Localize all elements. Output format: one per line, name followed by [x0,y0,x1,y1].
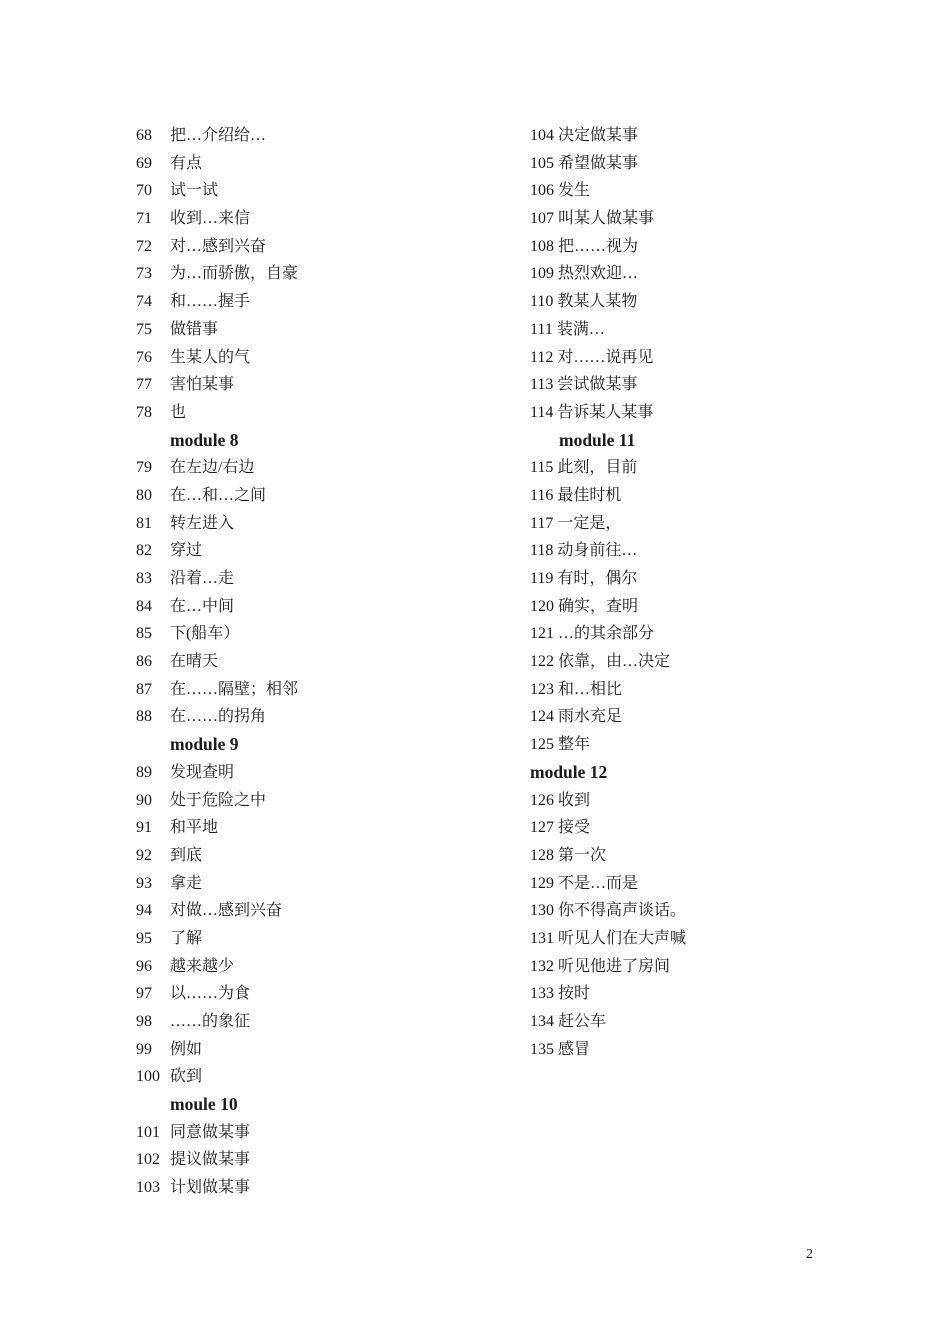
vocab-item [530,510,890,538]
module-heading: module 11 [559,429,636,450]
vocab-item [136,1008,496,1036]
item-number: 83 [136,570,152,587]
item-text: 决定做某事 [558,127,639,144]
vocab-item [530,980,890,1008]
item-number: 121 [530,625,554,643]
item-text: 拿走 [170,874,203,892]
item-number: 71 [136,210,152,228]
module-heading: module 12 [530,761,608,782]
item-text: 害怕某事 [170,376,235,394]
vocab-item [136,925,496,953]
item-text: 到底 [170,846,203,864]
item-number: 106 [530,182,554,200]
item-number: 111 [530,320,553,338]
item-number: 89 [136,763,152,781]
item-text: 把……视为 [558,237,639,255]
vocab-item [530,177,890,205]
item-text: 雨水充足 [558,708,623,726]
item-text: 在…和…之间 [170,486,267,504]
item-number: 82 [136,542,152,560]
item-number: 109 [530,265,554,283]
left-column [136,122,496,1202]
item-text: 计划做某事 [170,1179,251,1197]
item-number: 132 [530,957,554,975]
item-number: 135 [530,1040,554,1058]
item-number: 105 [530,154,554,172]
item-number: 81 [136,514,152,532]
vocab-item [136,1119,496,1147]
vocab-item [530,150,890,178]
item-number: 103 [136,1179,160,1197]
item-text: 听见人们在大声喊 [558,929,687,947]
item-text: 对做…感到兴奋 [170,902,283,920]
vocab-item [136,980,496,1008]
item-text: 确实，查明 [558,597,639,615]
vocab-item [136,344,496,372]
vocab-item [530,316,890,344]
vocab-item [136,510,496,538]
item-text: 有点 [170,154,203,172]
item-number: 115 [530,459,554,477]
item-number: 116 [530,486,554,504]
vocab-item [530,233,890,261]
item-number: 97 [136,985,152,1003]
vocab-item [136,399,496,427]
vocab-item [530,953,890,981]
vocab-item [530,565,890,593]
item-text: 在晴天 [170,653,219,671]
item-number: 101 [136,1123,160,1141]
item-number: 70 [136,182,152,200]
item-text: 把…介绍给… [170,127,267,144]
item-text: 此刻，目前 [557,459,638,477]
vocab-item [530,1036,890,1064]
item-text: 希望做某事 [558,154,639,172]
item-text: 一定是， [557,514,622,532]
item-text: 第一次 [558,846,607,864]
vocab-item [136,565,496,593]
vocab-item [136,1174,496,1202]
item-text: 教某人某物 [557,293,638,311]
vocab-item [530,260,890,288]
item-number: 88 [136,708,152,726]
vocab-item [136,593,496,621]
item-number: 84 [136,597,152,615]
vocab-item [136,620,496,648]
vocab-item [530,593,890,621]
item-number: 129 [530,874,554,892]
vocab-item [530,454,890,482]
item-number: 96 [136,957,152,975]
vocab-item [530,925,890,953]
item-number: 120 [530,597,554,615]
item-text: 在…中间 [170,597,235,615]
item-number: 93 [136,874,152,892]
vocab-item [530,676,890,704]
item-text: 下(船车） [170,625,240,643]
item-text: 为…而骄傲，自豪 [170,265,299,283]
item-number: 92 [136,846,152,864]
item-number: 85 [136,625,152,643]
item-text: 和平地 [170,819,219,837]
item-text: 按时 [558,985,591,1003]
vocab-item [136,787,496,815]
vocab-item [136,1036,496,1064]
item-text: 在……的拐角 [170,708,267,726]
vocab-item [530,482,890,510]
item-text: 依靠，由…决定 [558,653,671,671]
item-number: 72 [136,237,152,255]
right-column [530,122,890,1063]
item-number: 124 [530,708,554,726]
item-text: 不是…而是 [558,874,639,892]
item-text: 收到…来信 [170,210,251,228]
item-text: 在……隔壁；相邻 [170,680,299,698]
page-number: 2 [806,1247,813,1262]
item-number: 107 [530,210,554,228]
vocab-item [136,454,496,482]
item-number: 99 [136,1040,152,1058]
vocab-item [530,344,890,372]
module-heading: module 8 [170,429,239,450]
item-text: …的其余部分 [558,625,655,643]
vocab-item [530,897,890,925]
vocab-item [136,1146,496,1174]
vocab-item [136,953,496,981]
item-number: 73 [136,265,152,283]
item-number: 133 [530,985,554,1003]
item-number: 126 [530,791,554,809]
item-text: 在左边/右边 [170,459,255,477]
item-text: 发现查明 [170,763,235,781]
item-text: 穿过 [170,542,203,560]
item-text: ……的象征 [170,1013,251,1030]
item-text: 赶公车 [558,1013,607,1030]
item-text: 越来越少 [170,957,235,975]
vocab-item [136,814,496,842]
vocab-item [136,1063,496,1091]
item-text: 感冒 [558,1040,591,1058]
vocab-item [136,870,496,898]
item-text: 以……为食 [170,985,251,1003]
vocab-item [136,122,496,150]
vocab-item [136,233,496,261]
item-number: 76 [136,348,152,366]
vocab-item [136,288,496,316]
item-text: 同意做某事 [170,1123,251,1141]
item-number: 118 [530,542,554,560]
vocab-item [136,648,496,676]
item-number: 94 [136,902,152,920]
vocab-item [136,759,496,787]
item-text: 叫某人做某事 [558,210,655,228]
item-number: 78 [136,403,152,421]
item-text: 提议做某事 [170,1151,251,1169]
item-number: 117 [530,514,554,532]
module-heading: module 9 [170,734,239,755]
vocab-item [136,150,496,178]
vocab-item [530,703,890,731]
item-number: 110 [530,293,554,311]
vocab-item [136,703,496,731]
vocab-item [530,1008,890,1036]
vocab-item [136,177,496,205]
item-text: 接受 [558,819,591,837]
item-number: 134 [530,1013,554,1030]
item-text: 有时，偶尔 [557,570,638,587]
item-text: 装满… [556,320,605,338]
item-number: 90 [136,791,152,809]
item-number: 108 [530,237,554,255]
item-number: 95 [136,929,152,947]
vocab-item [136,482,496,510]
vocab-item [530,620,890,648]
item-number: 123 [530,680,554,698]
item-text: 和…相比 [558,680,623,698]
item-number: 79 [136,459,152,477]
item-number: 119 [530,570,554,587]
item-text: 了解 [170,929,203,947]
item-text: 热烈欢迎… [558,265,639,283]
vocab-item [136,537,496,565]
item-number: 114 [530,403,554,421]
item-number: 104 [530,127,554,144]
item-text: 动身前往… [557,542,638,560]
item-text: 也 [170,403,187,421]
item-text: 最佳时机 [557,486,622,504]
vocab-item [136,316,496,344]
vocab-item [530,731,890,759]
item-text: 例如 [170,1040,203,1058]
item-number: 68 [136,127,152,144]
vocab-item [136,842,496,870]
item-number: 122 [530,653,554,671]
item-number: 98 [136,1013,152,1030]
item-text: 尝试做某事 [557,376,638,394]
item-number: 102 [136,1151,160,1169]
vocab-item [136,371,496,399]
vocab-item [530,371,890,399]
item-number: 100 [136,1068,160,1086]
item-number: 130 [530,902,554,920]
vocab-item [530,870,890,898]
item-text: 试一试 [170,182,219,200]
item-number: 87 [136,680,152,698]
item-text: 你不得高声谈话。 [558,902,687,920]
item-number: 77 [136,376,152,394]
item-number: 113 [530,376,554,394]
module-heading: moule 10 [170,1094,238,1115]
vocab-item [530,648,890,676]
vocab-item [136,260,496,288]
item-number: 86 [136,653,152,671]
item-number: 75 [136,320,152,338]
vocab-item [136,897,496,925]
item-number: 127 [530,819,554,837]
item-text: 转左进入 [170,514,235,532]
item-number: 80 [136,486,152,504]
item-number: 91 [136,819,152,837]
item-number: 74 [136,293,152,311]
vocab-item [530,814,890,842]
item-text: 和……握手 [170,293,251,311]
item-text: 对…感到兴奋 [170,237,267,255]
item-text: 做错事 [170,320,219,338]
vocab-item [136,205,496,233]
vocab-item [530,205,890,233]
vocab-item [530,787,890,815]
item-number: 69 [136,154,152,172]
item-text: 处于危险之中 [170,791,267,809]
vocab-item [136,676,496,704]
item-text: 发生 [558,182,591,200]
vocab-item [530,122,890,150]
item-text: 生某人的气 [170,348,251,366]
vocab-item [530,399,890,427]
item-text: 整年 [558,736,591,754]
item-text: 沿着…走 [170,570,235,587]
vocab-item [530,537,890,565]
item-text: 告诉某人某事 [557,403,654,421]
item-number: 125 [530,736,554,754]
item-text: 听见他进了房间 [558,957,671,975]
item-text: 砍到 [170,1068,203,1086]
item-text: 对……说再见 [557,348,654,366]
item-number: 112 [530,348,554,366]
item-number: 128 [530,846,554,864]
vocab-item [530,288,890,316]
vocab-item [530,842,890,870]
item-number: 131 [530,929,554,947]
item-text: 收到 [558,791,591,809]
